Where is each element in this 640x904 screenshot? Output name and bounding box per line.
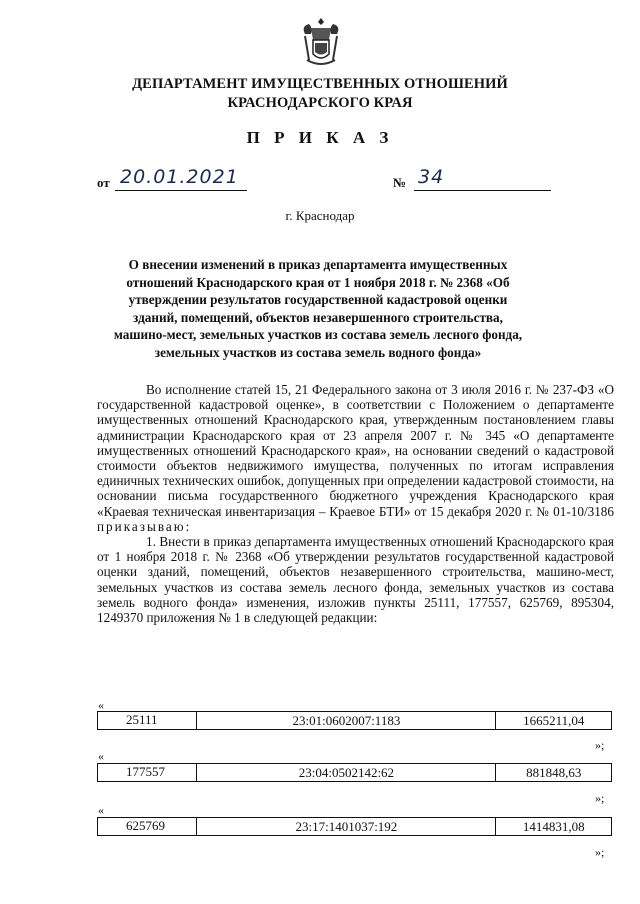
- cell-value: 1414831,08: [496, 818, 612, 836]
- table-row: [97, 711, 612, 730]
- quote-open: «: [98, 803, 104, 817]
- cell-value: 881848,63: [496, 764, 612, 782]
- clause-1-paragraph: 1. Внести в приказ департамента имущественных отношений Краснодарского края от 1 ноября 2018 г. № 2368 «Об утверждении результатов государственной кадастровой оценки зданий, помещений, объектов незавершенного строительства, машино-мест, земельных участков из состава земель лесного фонда, земельных участков из состава земель водного фонда» изменения, изложив пункты 25111, 177557, 625769, 895304, 1249370 приложения № 1 в следующей редакции:: [97, 534, 614, 626]
- quote-close: »;: [595, 791, 605, 805]
- cell-cadastral: 23:17:1401037:192: [197, 818, 496, 836]
- date-underline: [115, 190, 247, 191]
- order-body: [97, 382, 614, 625]
- preamble-text: Во исполнение статей 15, 21 Федерального закона от 3 июля 2016 г. № 237-ФЗ «О государственной кадастровой оценке», в соответствии с Положением о департаменте имущественных отношений Краснодарского края, утвержденным постановлением главы администрации Краснодарского края от 23 апреля 2007 г. № 345 «О департаменте имущественных отношений Краснодарского края», на основании сведений о кадастровой стоимости объектов недвижимого имущества, полученных по итогам исправления единичных технических ошибок, допущенных при определении кадастровой стоимости, на основании письма государственного бюджетного учреждения Краснодарского края «Краевая техническая инвентаризация – Краевое БТИ» от 15 декабря 2020 г. № 01-10/3186: [97, 382, 614, 519]
- handwritten-date: 20.01.2021: [120, 166, 239, 188]
- cell-cadastral: 23:04:0502142:62: [197, 764, 496, 782]
- document-title: П Р И К А З: [246, 128, 394, 147]
- number-underline: [414, 190, 551, 191]
- department-name-line2: КРАСНОДАРСКОГО КРАЯ: [227, 95, 413, 111]
- cell-item: 25111: [98, 712, 197, 730]
- cell-cadastral: 23:01:0602007:1183: [197, 712, 496, 730]
- quote-close: »;: [595, 738, 605, 752]
- city: г. Краснодар: [285, 208, 355, 223]
- table-row: [97, 817, 612, 836]
- cell-value: 1665211,04: [496, 712, 612, 730]
- department-name-line1: ДЕПАРТАМЕНТ ИМУЩЕСТВЕННЫХ ОТНОШЕНИЙ: [132, 76, 508, 92]
- table-row: [97, 763, 612, 782]
- preamble-paragraph: [97, 382, 614, 534]
- order-word: приказываю:: [97, 518, 192, 534]
- handwritten-number: 34: [418, 166, 445, 188]
- quote-open: «: [98, 698, 104, 712]
- date-label: от: [97, 175, 110, 190]
- coat-of-arms-emblem: [299, 16, 343, 68]
- number-label: №: [393, 175, 407, 190]
- quote-close: »;: [595, 845, 605, 859]
- cell-item: 625769: [98, 818, 197, 836]
- cell-item: 177557: [98, 764, 197, 782]
- quote-open: «: [98, 749, 104, 763]
- order-heading: О внесении изменений в приказ департамента имущественных отношений Краснодарского края от 1 ноября 2018 г. № 2368 «Об утверждении результатов государственной кадастровой оценки зданий, помещений, объектов незавершенного строительства, машино-мест, земельных участков из состава земель лесного фонда, земельных участков из состава земель водного фонда»: [113, 257, 523, 360]
